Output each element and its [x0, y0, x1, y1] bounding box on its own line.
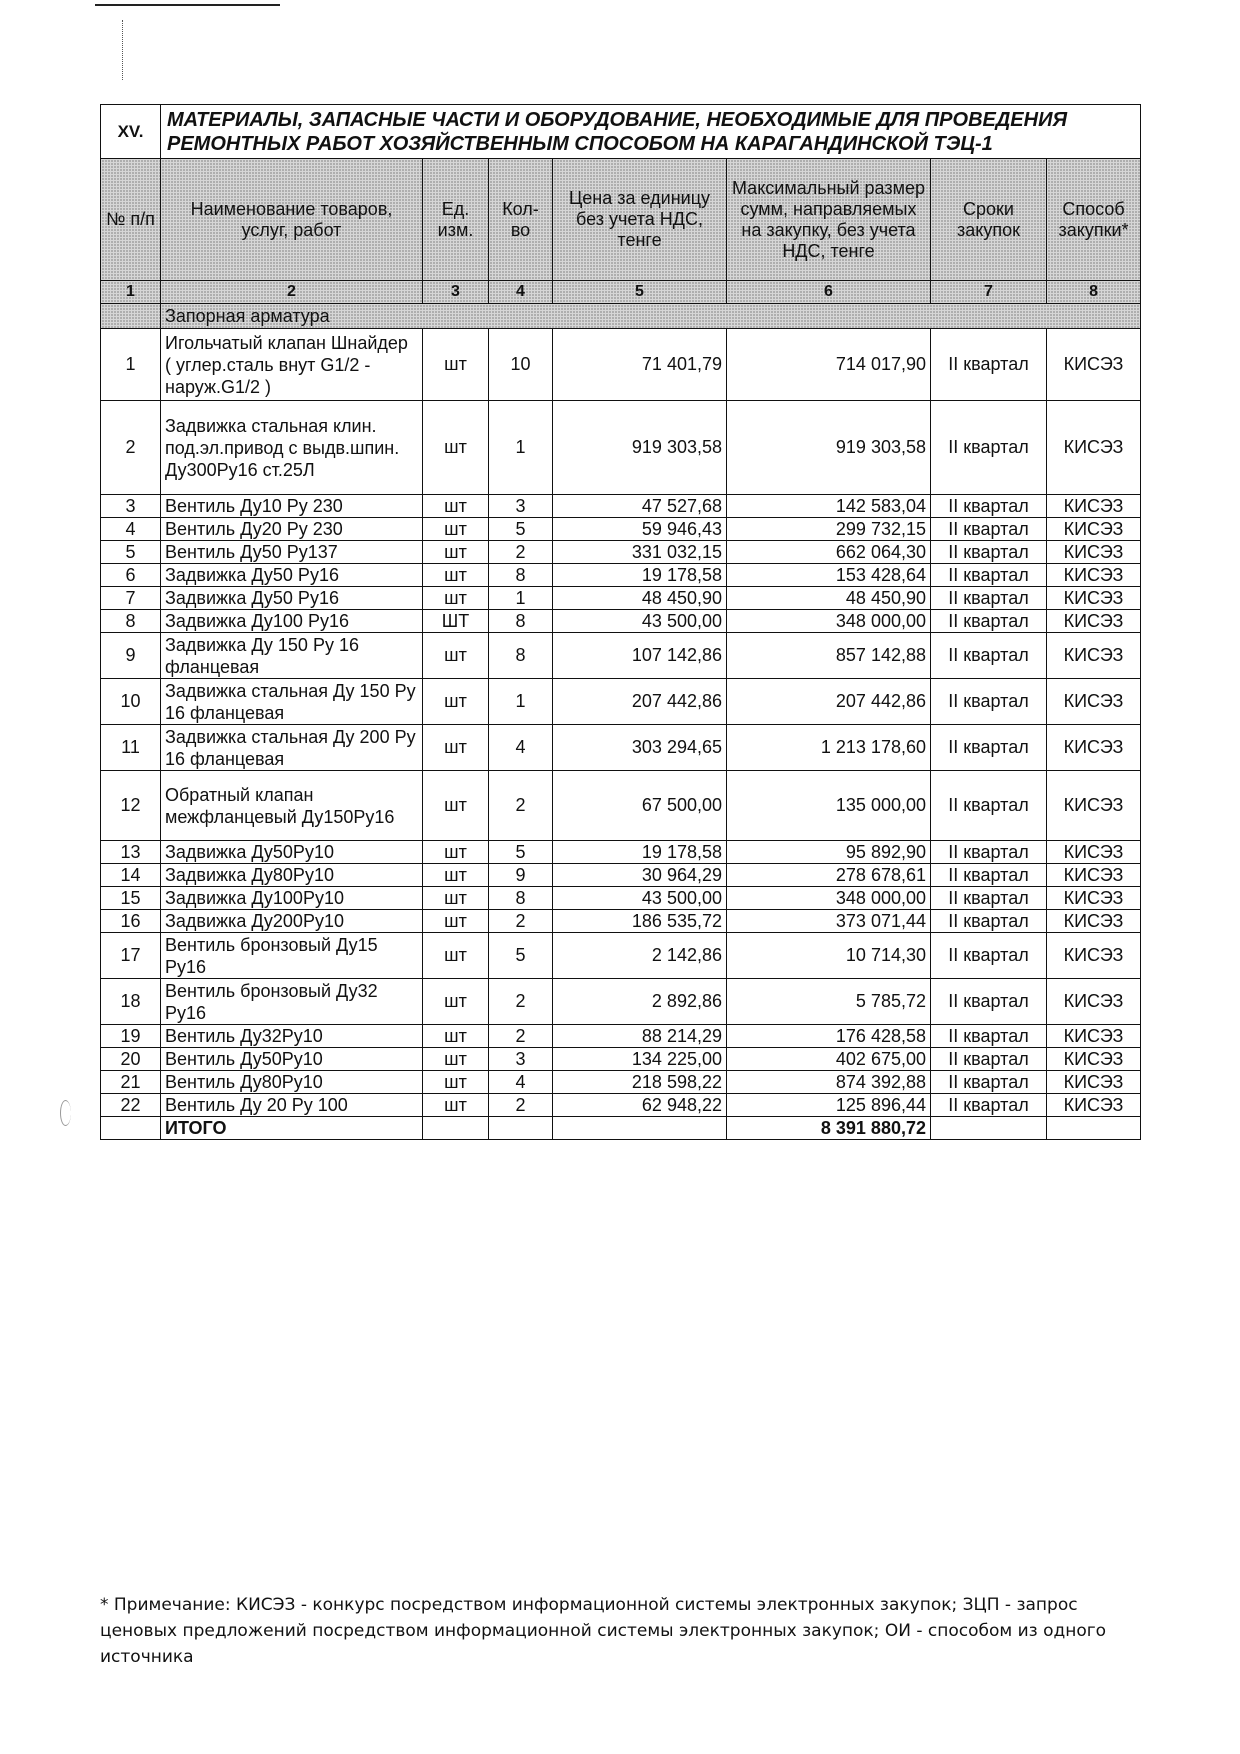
- procurement-method: КИСЭЗ: [1047, 887, 1141, 910]
- column-number: 7: [931, 281, 1047, 304]
- item-name: Задвижка Ду50 Ру16: [161, 564, 423, 587]
- max-amount: 402 675,00: [727, 1048, 931, 1071]
- procurement-term: II квартал: [931, 541, 1047, 564]
- procurement-method: КИСЭЗ: [1047, 610, 1141, 633]
- row-number: 6: [101, 564, 161, 587]
- total-spacer: [489, 1117, 553, 1140]
- section-title-row: [101, 105, 1141, 159]
- column-number: 4: [489, 281, 553, 304]
- quantity: 1: [489, 587, 553, 610]
- quantity: 3: [489, 495, 553, 518]
- procurement-term: II квартал: [931, 329, 1047, 401]
- procurement-table: [100, 104, 1141, 1140]
- quantity: 1: [489, 401, 553, 495]
- table-row: [101, 864, 1141, 887]
- group-row: [101, 304, 1141, 329]
- row-number: 9: [101, 633, 161, 679]
- procurement-method: КИСЭЗ: [1047, 841, 1141, 864]
- row-number: 8: [101, 610, 161, 633]
- item-name: Игольчатый клапан Шнайдер ( углер.сталь внут G1/2 - наруж.G1/2 ): [161, 329, 423, 401]
- table-row: [101, 979, 1141, 1025]
- item-name: Вентиль Ду20 Ру 230: [161, 518, 423, 541]
- scan-margin-mark: [122, 20, 124, 80]
- column-number-row: [101, 281, 1141, 304]
- row-number: 17: [101, 933, 161, 979]
- table-row: [101, 564, 1141, 587]
- unit: шт: [423, 633, 489, 679]
- table-row: [101, 541, 1141, 564]
- column-number: 2: [161, 281, 423, 304]
- section-number: XV.: [101, 105, 161, 159]
- procurement-term: II квартал: [931, 887, 1047, 910]
- unit-price: 207 442,86: [553, 679, 727, 725]
- column-number: 3: [423, 281, 489, 304]
- quantity: 9: [489, 864, 553, 887]
- procurement-term: II квартал: [931, 1048, 1047, 1071]
- procurement-method: КИСЭЗ: [1047, 910, 1141, 933]
- unit: шт: [423, 1025, 489, 1048]
- unit: шт: [423, 771, 489, 841]
- unit: шт: [423, 725, 489, 771]
- unit-price: 2 142,86: [553, 933, 727, 979]
- table-row: [101, 518, 1141, 541]
- procurement-term: II квартал: [931, 610, 1047, 633]
- unit: шт: [423, 518, 489, 541]
- row-number: 20: [101, 1048, 161, 1071]
- row-number: 7: [101, 587, 161, 610]
- unit: шт: [423, 864, 489, 887]
- procurement-term: II квартал: [931, 864, 1047, 887]
- max-amount: 857 142,88: [727, 633, 931, 679]
- total-row: [101, 1117, 1141, 1140]
- total-spacer: [931, 1117, 1047, 1140]
- row-number: 16: [101, 910, 161, 933]
- row-number: 4: [101, 518, 161, 541]
- quantity: 8: [489, 610, 553, 633]
- item-name: Задвижка стальная Ду 200 Ру 16 фланцевая: [161, 725, 423, 771]
- unit-price: 30 964,29: [553, 864, 727, 887]
- table-row: [101, 1071, 1141, 1094]
- max-amount: 348 000,00: [727, 887, 931, 910]
- max-amount: 207 442,86: [727, 679, 931, 725]
- item-name: Вентиль Ду 20 Ру 100: [161, 1094, 423, 1117]
- procurement-method: КИСЭЗ: [1047, 518, 1141, 541]
- table-row: [101, 910, 1141, 933]
- max-amount: 662 064,30: [727, 541, 931, 564]
- total-label: ИТОГО: [161, 1117, 423, 1140]
- max-amount: 176 428,58: [727, 1025, 931, 1048]
- max-amount: 125 896,44: [727, 1094, 931, 1117]
- procurement-term: II квартал: [931, 979, 1047, 1025]
- item-name: Задвижка Ду100 Ру16: [161, 610, 423, 633]
- unit-price: 218 598,22: [553, 1071, 727, 1094]
- quantity: 4: [489, 1071, 553, 1094]
- row-number: 21: [101, 1071, 161, 1094]
- unit: шт: [423, 933, 489, 979]
- row-number: 15: [101, 887, 161, 910]
- item-name: Задвижка стальная клин. под.эл.привод с выдв.шпин. Ду300Ру16 ст.25Л: [161, 401, 423, 495]
- table-row: [101, 771, 1141, 841]
- unit: шт: [423, 679, 489, 725]
- quantity: 8: [489, 564, 553, 587]
- procurement-term: II квартал: [931, 401, 1047, 495]
- table-row: [101, 495, 1141, 518]
- procurement-term: II квартал: [931, 564, 1047, 587]
- unit: шт: [423, 564, 489, 587]
- max-amount: 10 714,30: [727, 933, 931, 979]
- procurement-term: II квартал: [931, 1025, 1047, 1048]
- unit-price: 186 535,72: [553, 910, 727, 933]
- unit: ШТ: [423, 610, 489, 633]
- procurement-method: КИСЭЗ: [1047, 933, 1141, 979]
- procurement-term: II квартал: [931, 725, 1047, 771]
- quantity: 5: [489, 518, 553, 541]
- max-amount: 153 428,64: [727, 564, 931, 587]
- unit-price: 59 946,43: [553, 518, 727, 541]
- max-amount: 919 303,58: [727, 401, 931, 495]
- unit: шт: [423, 495, 489, 518]
- procurement-method: КИСЭЗ: [1047, 979, 1141, 1025]
- group-title: Запорная арматура: [161, 304, 1141, 329]
- unit-price: 2 892,86: [553, 979, 727, 1025]
- unit: шт: [423, 979, 489, 1025]
- quantity: 5: [489, 933, 553, 979]
- max-amount: 48 450,90: [727, 587, 931, 610]
- quantity: 3: [489, 1048, 553, 1071]
- header-cell: Способ закупки*: [1047, 159, 1141, 281]
- footnote: * Примечание: КИСЭЗ - конкурс посредством информационной системы электронных закупок; ЗЦП - запрос ценовых предложений посредством информационной системы электронных закупок; ОИ - способом из одного источника: [100, 1595, 1107, 1667]
- quantity: 8: [489, 887, 553, 910]
- quantity: 1: [489, 679, 553, 725]
- item-name: Задвижка Ду100Ру10: [161, 887, 423, 910]
- header-cell: Цена за единицу без учета НДС, тенге: [553, 159, 727, 281]
- procurement-method: КИСЭЗ: [1047, 329, 1141, 401]
- total-spacer: [101, 1117, 161, 1140]
- quantity: 2: [489, 1025, 553, 1048]
- table-row: [101, 1048, 1141, 1071]
- procurement-method: КИСЭЗ: [1047, 1025, 1141, 1048]
- procurement-term: II квартал: [931, 633, 1047, 679]
- unit-price: 48 450,90: [553, 587, 727, 610]
- total-value: 8 391 880,72: [727, 1117, 931, 1140]
- procurement-term: II квартал: [931, 771, 1047, 841]
- procurement-term: II квартал: [931, 518, 1047, 541]
- table-row: [101, 1094, 1141, 1117]
- row-number: 11: [101, 725, 161, 771]
- header-cell: Максимальный размер сумм, направляемых на закупку, без учета НДС, тенге: [727, 159, 931, 281]
- item-name: Задвижка Ду50 Ру16: [161, 587, 423, 610]
- procurement-term: II квартал: [931, 933, 1047, 979]
- unit-price: 919 303,58: [553, 401, 727, 495]
- procurement-term: II квартал: [931, 910, 1047, 933]
- quantity: 2: [489, 1094, 553, 1117]
- unit-price: 303 294,65: [553, 725, 727, 771]
- unit: шт: [423, 401, 489, 495]
- header-cell: Кол-во: [489, 159, 553, 281]
- procurement-term: II квартал: [931, 495, 1047, 518]
- procurement-method: КИСЭЗ: [1047, 679, 1141, 725]
- header-row: [101, 159, 1141, 281]
- unit-price: 47 527,68: [553, 495, 727, 518]
- max-amount: 714 017,90: [727, 329, 931, 401]
- table-row: [101, 841, 1141, 864]
- unit-price: 19 178,58: [553, 564, 727, 587]
- unit-price: 88 214,29: [553, 1025, 727, 1048]
- max-amount: 135 000,00: [727, 771, 931, 841]
- unit: шт: [423, 887, 489, 910]
- group-row-spacer: [101, 304, 161, 329]
- max-amount: 373 071,44: [727, 910, 931, 933]
- procurement-method: КИСЭЗ: [1047, 541, 1141, 564]
- scan-top-line: [95, 4, 280, 6]
- row-number: 12: [101, 771, 161, 841]
- table-row: [101, 887, 1141, 910]
- row-number: 3: [101, 495, 161, 518]
- total-spacer: [423, 1117, 489, 1140]
- procurement-term: II квартал: [931, 1071, 1047, 1094]
- procurement-method: КИСЭЗ: [1047, 401, 1141, 495]
- procurement-term: II квартал: [931, 1094, 1047, 1117]
- procurement-method: КИСЭЗ: [1047, 771, 1141, 841]
- table-row: [101, 401, 1141, 495]
- unit: шт: [423, 1094, 489, 1117]
- item-name: Вентиль Ду10 Ру 230: [161, 495, 423, 518]
- column-number: 5: [553, 281, 727, 304]
- unit: шт: [423, 1071, 489, 1094]
- row-number: 5: [101, 541, 161, 564]
- procurement-method: КИСЭЗ: [1047, 725, 1141, 771]
- table-row: [101, 587, 1141, 610]
- procurement-method: КИСЭЗ: [1047, 564, 1141, 587]
- max-amount: 874 392,88: [727, 1071, 931, 1094]
- unit: шт: [423, 587, 489, 610]
- item-name: Вентиль Ду32Ру10: [161, 1025, 423, 1048]
- table-row: [101, 329, 1141, 401]
- column-number: 8: [1047, 281, 1141, 304]
- quantity: 2: [489, 910, 553, 933]
- total-spacer: [1047, 1117, 1141, 1140]
- section-title: МАТЕРИАЛЫ, ЗАПАСНЫЕ ЧАСТИ И ОБОРУДОВАНИЕ, НЕОБХОДИМЫЕ ДЛЯ ПРОВЕДЕНИЯ РЕМОНТНЫХ РАБОТ ХОЗЯЙСТВЕННЫМ СПОСОБОМ НА КАРАГАНДИНСКОЙ ТЭЦ-1: [161, 105, 1141, 159]
- table-row: [101, 633, 1141, 679]
- quantity: 2: [489, 771, 553, 841]
- quantity: 2: [489, 979, 553, 1025]
- row-number: 2: [101, 401, 161, 495]
- header-cell: № п/п: [101, 159, 161, 281]
- unit-price: 62 948,22: [553, 1094, 727, 1117]
- unit-price: 43 500,00: [553, 887, 727, 910]
- item-name: Задвижка Ду80Ру10: [161, 864, 423, 887]
- column-number: 6: [727, 281, 931, 304]
- row-number: 10: [101, 679, 161, 725]
- row-number: 1: [101, 329, 161, 401]
- procurement-term: II квартал: [931, 679, 1047, 725]
- max-amount: 299 732,15: [727, 518, 931, 541]
- quantity: 5: [489, 841, 553, 864]
- procurement-method: КИСЭЗ: [1047, 1071, 1141, 1094]
- unit-price: 71 401,79: [553, 329, 727, 401]
- procurement-method: КИСЭЗ: [1047, 587, 1141, 610]
- table-row: [101, 1025, 1141, 1048]
- max-amount: 348 000,00: [727, 610, 931, 633]
- item-name: Вентиль Ду80Ру10: [161, 1071, 423, 1094]
- unit-price: 19 178,58: [553, 841, 727, 864]
- max-amount: 5 785,72: [727, 979, 931, 1025]
- item-name: Задвижка Ду 150 Ру 16 фланцевая: [161, 633, 423, 679]
- item-name: Вентиль бронзовый Ду32 Ру16: [161, 979, 423, 1025]
- table-row: [101, 725, 1141, 771]
- unit-price: 43 500,00: [553, 610, 727, 633]
- quantity: 2: [489, 541, 553, 564]
- procurement-term: II квартал: [931, 841, 1047, 864]
- unit-price: 331 032,15: [553, 541, 727, 564]
- quantity: 10: [489, 329, 553, 401]
- max-amount: 95 892,90: [727, 841, 931, 864]
- header-cell: Наименование товаров, услуг, работ: [161, 159, 423, 281]
- header-cell: Сроки закупок: [931, 159, 1047, 281]
- procurement-method: КИСЭЗ: [1047, 1094, 1141, 1117]
- procurement-method: КИСЭЗ: [1047, 1048, 1141, 1071]
- item-name: Задвижка стальная Ду 150 Ру 16 фланцевая: [161, 679, 423, 725]
- row-number: 22: [101, 1094, 161, 1117]
- max-amount: 278 678,61: [727, 864, 931, 887]
- item-name: Задвижка Ду200Ру10: [161, 910, 423, 933]
- row-number: 19: [101, 1025, 161, 1048]
- unit: шт: [423, 1048, 489, 1071]
- procurement-method: КИСЭЗ: [1047, 633, 1141, 679]
- unit-price: 134 225,00: [553, 1048, 727, 1071]
- row-number: 18: [101, 979, 161, 1025]
- table-row: [101, 933, 1141, 979]
- row-number: 13: [101, 841, 161, 864]
- item-name: Обратный клапан межфланцевый Ду150Ру16: [161, 771, 423, 841]
- unit: шт: [423, 541, 489, 564]
- row-number: 14: [101, 864, 161, 887]
- unit: шт: [423, 841, 489, 864]
- procurement-method: КИСЭЗ: [1047, 495, 1141, 518]
- item-name: Вентиль Ду50 Ру137: [161, 541, 423, 564]
- column-number: 1: [101, 281, 161, 304]
- max-amount: 1 213 178,60: [727, 725, 931, 771]
- unit: шт: [423, 329, 489, 401]
- procurement-term: II квартал: [931, 587, 1047, 610]
- item-name: Задвижка Ду50Ру10: [161, 841, 423, 864]
- unit-price: 107 142,86: [553, 633, 727, 679]
- table-row: [101, 679, 1141, 725]
- item-name: Вентиль Ду50Ру10: [161, 1048, 423, 1071]
- unit-price: 67 500,00: [553, 771, 727, 841]
- total-spacer: [553, 1117, 727, 1140]
- unit: шт: [423, 910, 489, 933]
- hole-punch-mark: [60, 1100, 71, 1126]
- table-row: [101, 610, 1141, 633]
- quantity: 8: [489, 633, 553, 679]
- procurement-method: КИСЭЗ: [1047, 864, 1141, 887]
- max-amount: 142 583,04: [727, 495, 931, 518]
- header-cell: Ед. изм.: [423, 159, 489, 281]
- item-name: Вентиль бронзовый Ду15 Ру16: [161, 933, 423, 979]
- quantity: 4: [489, 725, 553, 771]
